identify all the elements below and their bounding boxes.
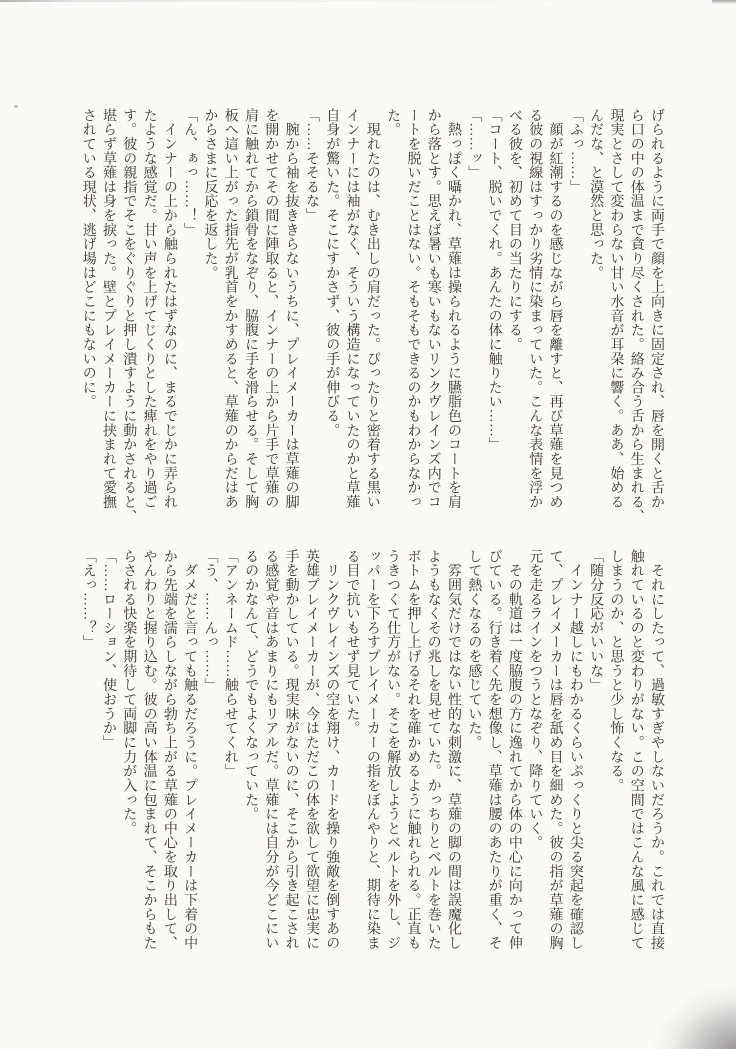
text-line: ようもなくその兆しを見せていた。かっちりとベルトを巻いた (425, 549, 441, 950)
text-line: から先端を濡らしながら勃ち上がる草薙の中心を取り出して、 (161, 549, 177, 950)
text-line: る目で抗いもせず見ていた。 (344, 549, 360, 736)
text-line: 堪らず草薙は身を捩った。壁とプレイメーカーに挟まれて愛撫 (100, 108, 116, 509)
text-line: して熱くなるのを感じていた。 (466, 549, 482, 750)
text-line: うきつくて仕方がない。そこを解放しようとベルトを外し、ジ (385, 549, 401, 950)
text-line: るのかなんて、どうでもよくなっていた。 (243, 549, 259, 822)
text-line: 「コート、脱いでくれ。あんたの体に触りたい……」 (486, 108, 502, 452)
text-line: その軌道は一度脇腹の方に逸れてから体の中心に向かって伸 (506, 549, 522, 950)
text-line: リンクヴレインズの空を翔け、カードを操り強敵を倒すあの (324, 549, 340, 950)
text-line: ッパーを下ろすプレイメーカーの指をぼんやりと、期待に染ま (364, 549, 380, 950)
text-block-upper (77, 108, 666, 524)
text-line: 腕から袖を抜ききらないうちに、プレイメーカーは草薙の脚 (283, 108, 299, 509)
text-line: それにしたって、過敏すぎやしないだろうか。これでは直接 (649, 549, 664, 950)
text-line: 現実とさして変わらない甘い水音が耳朶に響く。ああ、始める (608, 108, 624, 509)
text-line: た。 (385, 108, 401, 137)
text-line: 「ん、ぁっ……！」 (182, 108, 198, 237)
scan-shadow-bottom-right-artifact (652, 983, 736, 1049)
scan-edge-top-artifact (0, 0, 736, 2)
text-line: 板へ這い上がった指先が乳首をかすめると、草薙のからだはあ (222, 108, 238, 509)
text-line: る彼の視線はすっかり劣情に染まっていた。こんな表情を浮か (527, 108, 543, 509)
text-line: インナーの上から触られたはずなのに、まるでじかに弄られ (161, 108, 177, 509)
text-line: しまうのか、と思うと少し怖くなる。 (608, 549, 624, 793)
text-line: 熱っぽく囁かれ、草薙は操られるように臙脂色のコートを肩 (446, 108, 462, 509)
text-line: からさまに反応を返した。 (202, 108, 218, 280)
scan-speck-artifact (14, 105, 18, 108)
text-line: 英雄プレイメーカーが、今はただこの体を欲して欲望に忠実に (303, 549, 319, 950)
text-line: びている。行き着く先を想像し、草薙は腰のあたりが重く、そ (486, 549, 502, 950)
text-line: 「アンネームド……触らせてくれ」 (222, 549, 238, 779)
text-line: ら口の中の体温まで貪り尽くされた。絡み合う舌から生まれる、 (628, 108, 644, 524)
text-line: から落とす。思えば暑いも寒いもないリンクヴレインズ内でコ (425, 108, 441, 509)
text-line: 触れているのと変わりがない。この空間ではこんな風に感じて (628, 549, 644, 950)
text-line: らされる快楽を期待して両脚に力が入った。 (121, 549, 137, 836)
text-line: 「……ローション、使おうか」 (100, 549, 116, 750)
text-line: す。彼の親指でそこをぐりぐりと押し潰すように動かされると、 (121, 108, 137, 524)
text-line: て、プレイメーカーは唇を舐め目を細めた。彼の指が草薙の胸 (547, 549, 563, 950)
text-line: やんわりと握り込む。彼の高い体温に包まれて、そこからもた (141, 549, 157, 950)
text-line: ボトムを押し上げるそれを確かめるように触れられる。正直も (405, 549, 421, 950)
text-line: べる彼を、初めて目の当たりにする。 (506, 108, 522, 352)
text-line: 「えっ……？」 (80, 549, 96, 650)
text-line: 元を走るラインをつうとなぞり、降りていく。 (527, 549, 543, 850)
text-line: 自身が驚いた。そこにすかさず、彼の手が伸びる。 (324, 108, 340, 438)
text-line: 顔が紅潮するのを感じながら唇を離すと、再び草薙を見つめ (547, 108, 563, 509)
text-line: 手を動かしている。現実味がないのに、そこから引き起こされ (283, 549, 299, 950)
text-line: 「……そそるな」 (303, 108, 319, 223)
text-line: ートを脱いだことはない。そもそもできるのかもわからなかっ (405, 108, 421, 509)
text-line: インナー越しにもわかるくらいぷっくりと尖る突起を確認し (567, 549, 583, 950)
text-line: 雰囲気だけではない性的な刺激に、草薙の脚の間は誤魔化し (446, 549, 462, 950)
text-line: げられるように両手で顔を上向きに固定され、唇を開くと舌か (649, 108, 664, 509)
text-line: されている現状、逃げ場はどこにもないのに。 (80, 108, 96, 409)
text-line: を開かせてその間に陣取ると、インナーの上から片手で草薙の (263, 108, 279, 509)
text-block-lower (77, 549, 666, 951)
text-line: たような感覚だ。甘い声を上げてじくりとした痺れをやり過ご (141, 108, 157, 509)
text-line: んだな、と漠然と思った。 (588, 108, 604, 280)
text-line: 現れたのは、むき出しの肩だった。ぴったりと密着する黒い (364, 108, 380, 509)
text-line: 「ふっ……」 (567, 108, 583, 194)
text-line: インナーには袖がなく、そういう構造になっていたのかと草薙 (344, 108, 360, 509)
text-line: 肩に触れてから鎖骨をなぞり、脇腹に手を滑らせる。そして胸 (243, 108, 259, 509)
scan-edge-top-right-artifact (712, 0, 736, 4)
text-line: 「う、……んっ……」 (202, 549, 218, 693)
text-line: ダメだと言っても触るだろうに。プレイメーカーは下着の中 (182, 549, 198, 950)
text-line: 「……ッ」 (466, 108, 482, 180)
text-line: る感覚や音はあまりにもリアルだ。草薙には自分が今どこにい (263, 549, 279, 950)
text-line: 「随分反応がいいな」 (588, 549, 604, 693)
